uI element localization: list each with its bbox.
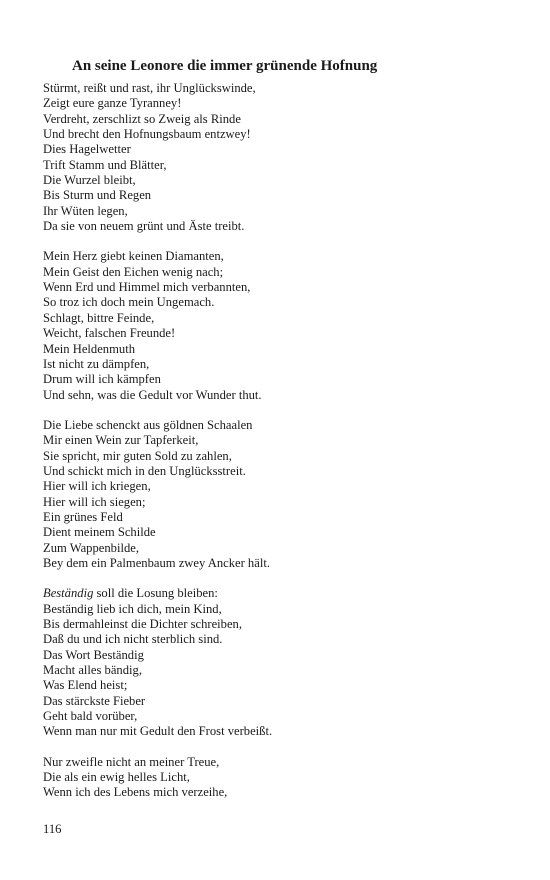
verse-line: Und schickt mich in den Unglücksstreit.	[43, 463, 246, 478]
verse-line: Hier will ich siegen;	[43, 494, 146, 509]
verse-line: Bis dermahleinst die Dichter schreiben,	[43, 617, 242, 631]
verse-line: Beständig lieb ich dich, mein Kind,	[43, 601, 222, 616]
verse-line: Zeigt eure ganze Tyranney!	[43, 96, 182, 111]
verse-line: Verdreht, zerschlizt so Zweig als Rinde	[43, 111, 241, 126]
verse-line-with-emphasis	[43, 586, 523, 601]
verse-line: Das Wort Beständig	[43, 647, 144, 662]
emphasized-word: Beständig	[43, 586, 94, 601]
poem-body	[43, 81, 523, 816]
verse-line: Dient meinem Schilde	[43, 525, 156, 540]
verse-line: Stürmt, reißt und rast, ihr Unglückswinde,	[43, 81, 256, 95]
verse-line: Hier will ich kriegen,	[43, 479, 151, 494]
verse-line: Die Liebe schenckt aus göldnen Schaalen	[43, 417, 253, 432]
verse-line: Wenn man nur mit Gedult den Frost verbeißt.	[43, 724, 273, 739]
stanza-3	[43, 418, 523, 571]
verse-line: Die Wurzel bleibt,	[43, 173, 136, 188]
verse-line: Trift Stamm und Blätter,	[43, 157, 167, 172]
verse-line: Mein Geist den Eichen wenig nach;	[43, 264, 224, 279]
verse-line: Ihr Wüten legen,	[43, 203, 128, 218]
verse-line: Mein Heldenmuth	[43, 341, 135, 356]
verse-line: Daß du und ich nicht sterblich sind.	[43, 632, 223, 647]
verse-line: Wenn Erd und Himmel mich verbannten,	[43, 280, 251, 295]
poem-title: An seine Leonore die immer grünende Hofnung	[72, 58, 378, 74]
verse-line: Geht bald vorüber,	[43, 709, 138, 724]
verse-line: Schlagt, bittre Feinde,	[43, 310, 155, 325]
verse-line: Mein Herz giebt keinen Diamanten,	[43, 249, 224, 264]
verse-line: Macht alles bändig,	[43, 663, 142, 678]
verse-line: Mir einen Wein zur Tapferkeit,	[43, 433, 199, 448]
verse-line: Weicht, falschen Freunde!	[43, 326, 176, 341]
page-number: 116	[43, 822, 62, 836]
stanza-5	[43, 755, 523, 801]
stanza-2	[43, 249, 523, 402]
stanza-1	[43, 81, 523, 234]
verse-line: Und sehn, was die Gedult vor Wunder thut.	[43, 387, 262, 402]
stanza-4	[43, 586, 523, 739]
verse-line: Sie spricht, mir guten Sold zu zahlen,	[43, 448, 232, 463]
verse-line: Was Elend heist;	[43, 678, 128, 693]
verse-line: Bey dem ein Palmenbaum zwey Ancker hält.	[43, 555, 270, 570]
verse-line: Drum will ich kämpfen	[43, 372, 161, 387]
verse-line: Nur zweifle nicht an meiner Treue,	[43, 754, 220, 769]
verse-line: Ein grünes Feld	[43, 509, 123, 524]
verse-line: Da sie von neuem grünt und Äste treibt.	[43, 219, 245, 234]
verse-line: Dies Hagelwetter	[43, 142, 131, 157]
verse-line: Bis Sturm und Regen	[43, 188, 152, 203]
verse-line: So troz ich doch mein Ungemach.	[43, 295, 215, 310]
verse-line: Wenn ich des Lebens mich verzeihe,	[43, 785, 228, 800]
verse-line: Ist nicht zu dämpfen,	[43, 356, 150, 371]
verse-line: Zum Wappenbilde,	[43, 540, 139, 555]
verse-line: Die als ein ewig helles Licht,	[43, 770, 190, 785]
verse-line: Und brecht den Hofnungsbaum entzwey!	[43, 127, 251, 142]
verse-line: Das stärckste Fieber	[43, 693, 146, 708]
verse-line-rest: soll die Losung bleiben:	[93, 586, 218, 601]
